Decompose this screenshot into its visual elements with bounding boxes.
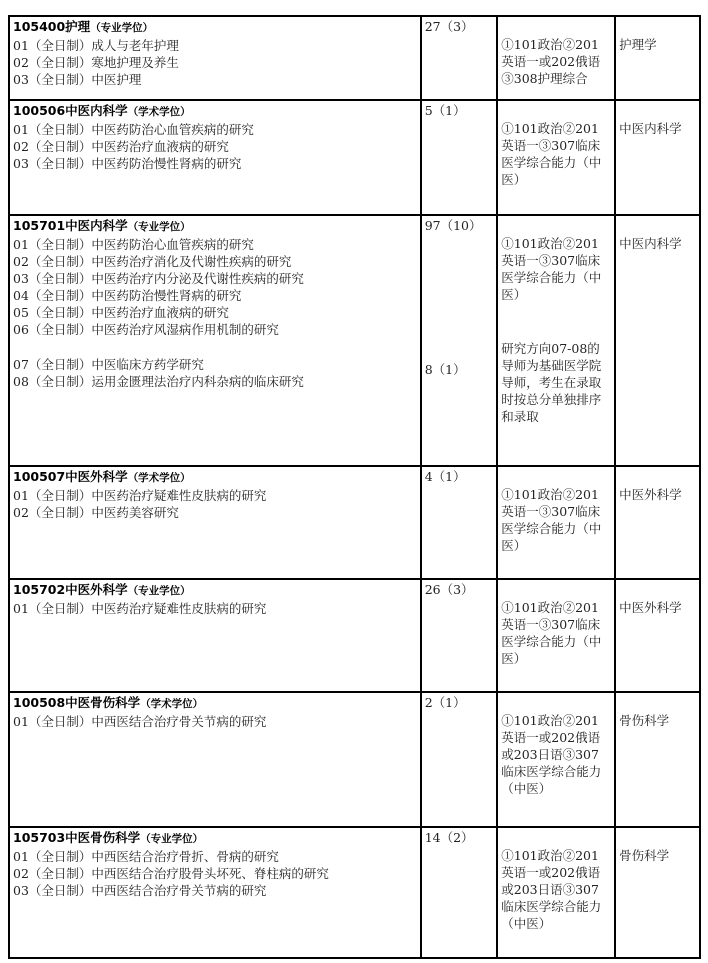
program-cell [9,16,421,100]
degree-type: （学术学位） [127,106,191,118]
enrollment-cell [421,466,498,579]
admission-note: 研究方向07-08的导师为基础医学院导师，考生在录取时按总分单独排序和录取 [501,341,602,424]
program-cell [9,579,421,692]
program-title [13,102,417,121]
research-direction: 07（全日制）中医临床方药学研究 [13,357,204,372]
degree-type: （学术学位） [140,698,204,710]
research-direction: 02（全日制）中医药治疗血液病的研究 [13,139,229,154]
program-code-name: 105400护理 [13,19,91,34]
program-cell [9,827,421,958]
program-row [9,579,700,692]
research-direction: 08（全日制）运用金匮理法治疗内科杂病的临床研究 [13,374,304,389]
research-direction: 01（全日制）中医药防治心血管疾病的研究 [13,237,254,252]
reference-cell [615,466,700,579]
enrollment-cell [421,100,498,215]
enrollment-cell [421,827,498,958]
exam-subjects: ①101政治②201英语一③307临床医学综合能力（中医） [501,236,602,302]
reference-cell [615,579,700,692]
exam-cell [497,827,615,958]
enrollment-cell [421,215,498,466]
program-title [13,18,417,37]
research-direction: 02（全日制）中医药美容研究 [13,505,179,520]
program-title [13,694,417,713]
reference-book: 中医外科学 [619,600,682,615]
program-title [13,829,417,848]
program-code-name: 100506中医内科学 [13,103,128,118]
degree-type: （专业学位） [140,833,204,845]
enrollment-count: 97（10） [424,218,482,233]
enrollment-count: 4（1） [424,469,466,484]
program-row [9,16,700,100]
degree-type: （学术学位） [127,472,191,484]
research-direction: 01（全日制）中西医结合治疗骨折、骨病的研究 [13,849,279,864]
program-cell [9,692,421,827]
program-code-name: 100508中医骨伤科学 [13,695,141,710]
exam-subjects: ①101政治②201英语一③307临床医学综合能力（中医） [501,121,602,187]
enrollment-count: 5（1） [424,103,466,118]
program-table [8,15,701,959]
research-direction: 01（全日制）中医药防治心血管疾病的研究 [13,122,254,137]
program-code-name: 105701中医内科学 [13,218,128,233]
enrollment-count: 8（1） [424,362,466,377]
enrollment-cell [421,692,498,827]
research-direction: 01（全日制）中西医结合治疗骨关节病的研究 [13,714,267,729]
exam-cell [497,100,615,215]
exam-cell [497,579,615,692]
reference-book: 骨伤科学 [619,848,670,863]
degree-type: （专业学位） [90,22,154,34]
program-title [13,217,417,236]
exam-cell [497,16,615,100]
research-direction: 03（全日制）中医护理 [13,72,142,87]
program-row [9,827,700,958]
exam-subjects: ①101政治②201英语一或202俄语或203日语③307临床医学综合能力（中医） [501,848,602,931]
research-direction: 01（全日制）中医药治疗疑难性皮肤病的研究 [13,601,267,616]
research-direction: 05（全日制）中医药治疗血液病的研究 [13,305,229,320]
program-cell [9,466,421,579]
research-direction: 03（全日制）中医药防治慢性肾病的研究 [13,156,242,171]
program-title [13,468,417,487]
exam-cell [497,692,615,827]
exam-subjects: ①101政治②201英语一或202俄语或203日语③307临床医学综合能力（中医） [501,713,602,796]
reference-book: 骨伤科学 [619,713,670,728]
exam-cell [497,215,615,466]
reference-cell [615,827,700,958]
reference-cell [615,16,700,100]
enrollment-cell [421,579,498,692]
program-row [9,466,700,579]
program-code-name: 105702中医外科学 [13,582,128,597]
program-cell [9,100,421,215]
research-direction: 03（全日制）中医药治疗内分泌及代谢性疾病的研究 [13,271,304,286]
reference-cell [615,692,700,827]
degree-type: （专业学位） [127,585,191,597]
program-row [9,100,700,215]
exam-cell [497,466,615,579]
enrollment-count: 27（3） [424,19,474,34]
degree-type: （专业学位） [127,221,191,233]
research-direction: 02（全日制）中医药治疗消化及代谢性疾病的研究 [13,254,292,269]
reference-book: 中医内科学 [619,236,682,251]
exam-subjects: ①101政治②201英语一③307临床医学综合能力（中医） [501,487,602,553]
research-direction: 03（全日制）中西医结合治疗骨关节病的研究 [13,883,267,898]
program-code-name: 105703中医骨伤科学 [13,830,141,845]
reference-book: 中医外科学 [619,487,682,502]
enrollment-count: 2（1） [424,695,466,710]
enrollment-count: 14（2） [424,830,474,845]
program-title [13,581,417,600]
research-direction: 06（全日制）中医药治疗风湿病作用机制的研究 [13,322,279,337]
research-direction: 04（全日制）中医药防治慢性肾病的研究 [13,288,242,303]
research-direction: 02（全日制）寒地护理及养生 [13,55,179,70]
reference-book: 中医内科学 [619,121,682,136]
research-direction: 02（全日制）中西医结合治疗股骨头坏死、脊柱病的研究 [13,866,329,881]
reference-cell [615,215,700,466]
program-row [9,692,700,827]
exam-subjects: ①101政治②201英语一③307临床医学综合能力（中医） [501,600,602,666]
research-direction: 01（全日制）成人与老年护理 [13,38,179,53]
exam-subjects: ①101政治②201英语一或202俄语③308护理综合 [501,37,601,86]
enrollment-cell [421,16,498,100]
research-direction: 01（全日制）中医药治疗疑难性皮肤病的研究 [13,488,267,503]
program-cell [9,215,421,466]
enrollment-count: 26（3） [424,582,474,597]
program-code-name: 100507中医外科学 [13,469,128,484]
reference-cell [615,100,700,215]
sub-directions [13,356,417,390]
reference-book: 护理学 [619,37,657,52]
program-row [9,215,700,466]
